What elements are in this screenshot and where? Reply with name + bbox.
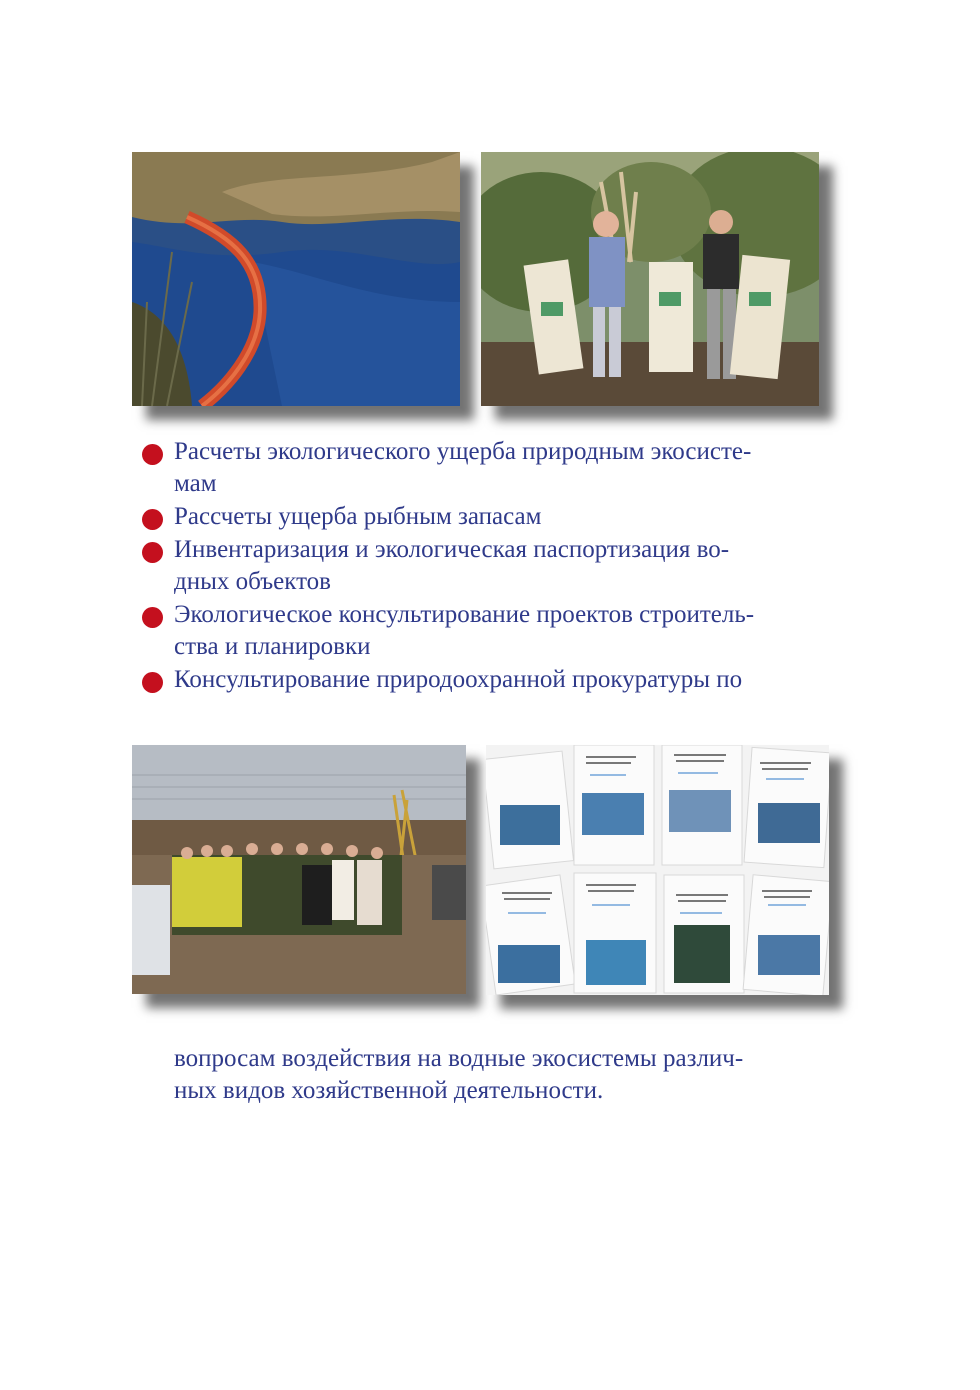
list-item-text: Рассчеты ущерба рыбным запасам: [174, 503, 542, 530]
photo-eco-passports: [486, 745, 829, 995]
list-item: [142, 534, 842, 598]
photo-work-group: [132, 745, 466, 994]
services-list: [142, 436, 842, 697]
bullet-dot-icon: [142, 509, 163, 530]
bullet-dot-icon: [142, 672, 163, 693]
list-item: [142, 501, 842, 533]
list-item: [142, 599, 842, 663]
list-item: [142, 664, 842, 696]
list-item-text: Консультирование природоохранной прокуратуры по: [174, 666, 743, 693]
continuation-paragraph: вопросам воздействия на водные экосистемы различ- ных видов хозяйственной деятельности.: [174, 1045, 744, 1104]
photo-sample-bags: [481, 152, 819, 406]
list-item: [142, 436, 842, 500]
photo-oil-boom: [132, 152, 460, 406]
list-item-text: Инвентаризация и экологическая паспортизация во- дных объектов: [174, 536, 730, 595]
bullet-dot-icon: [142, 607, 163, 628]
list-item-text: Экологическое консультирование проектов строитель- ства и планировки: [174, 601, 755, 660]
bullet-dot-icon: [142, 542, 163, 563]
bullet-dot-icon: [142, 444, 163, 465]
list-item-text: Расчеты экологического ущерба природным экосисте- мам: [174, 438, 752, 497]
